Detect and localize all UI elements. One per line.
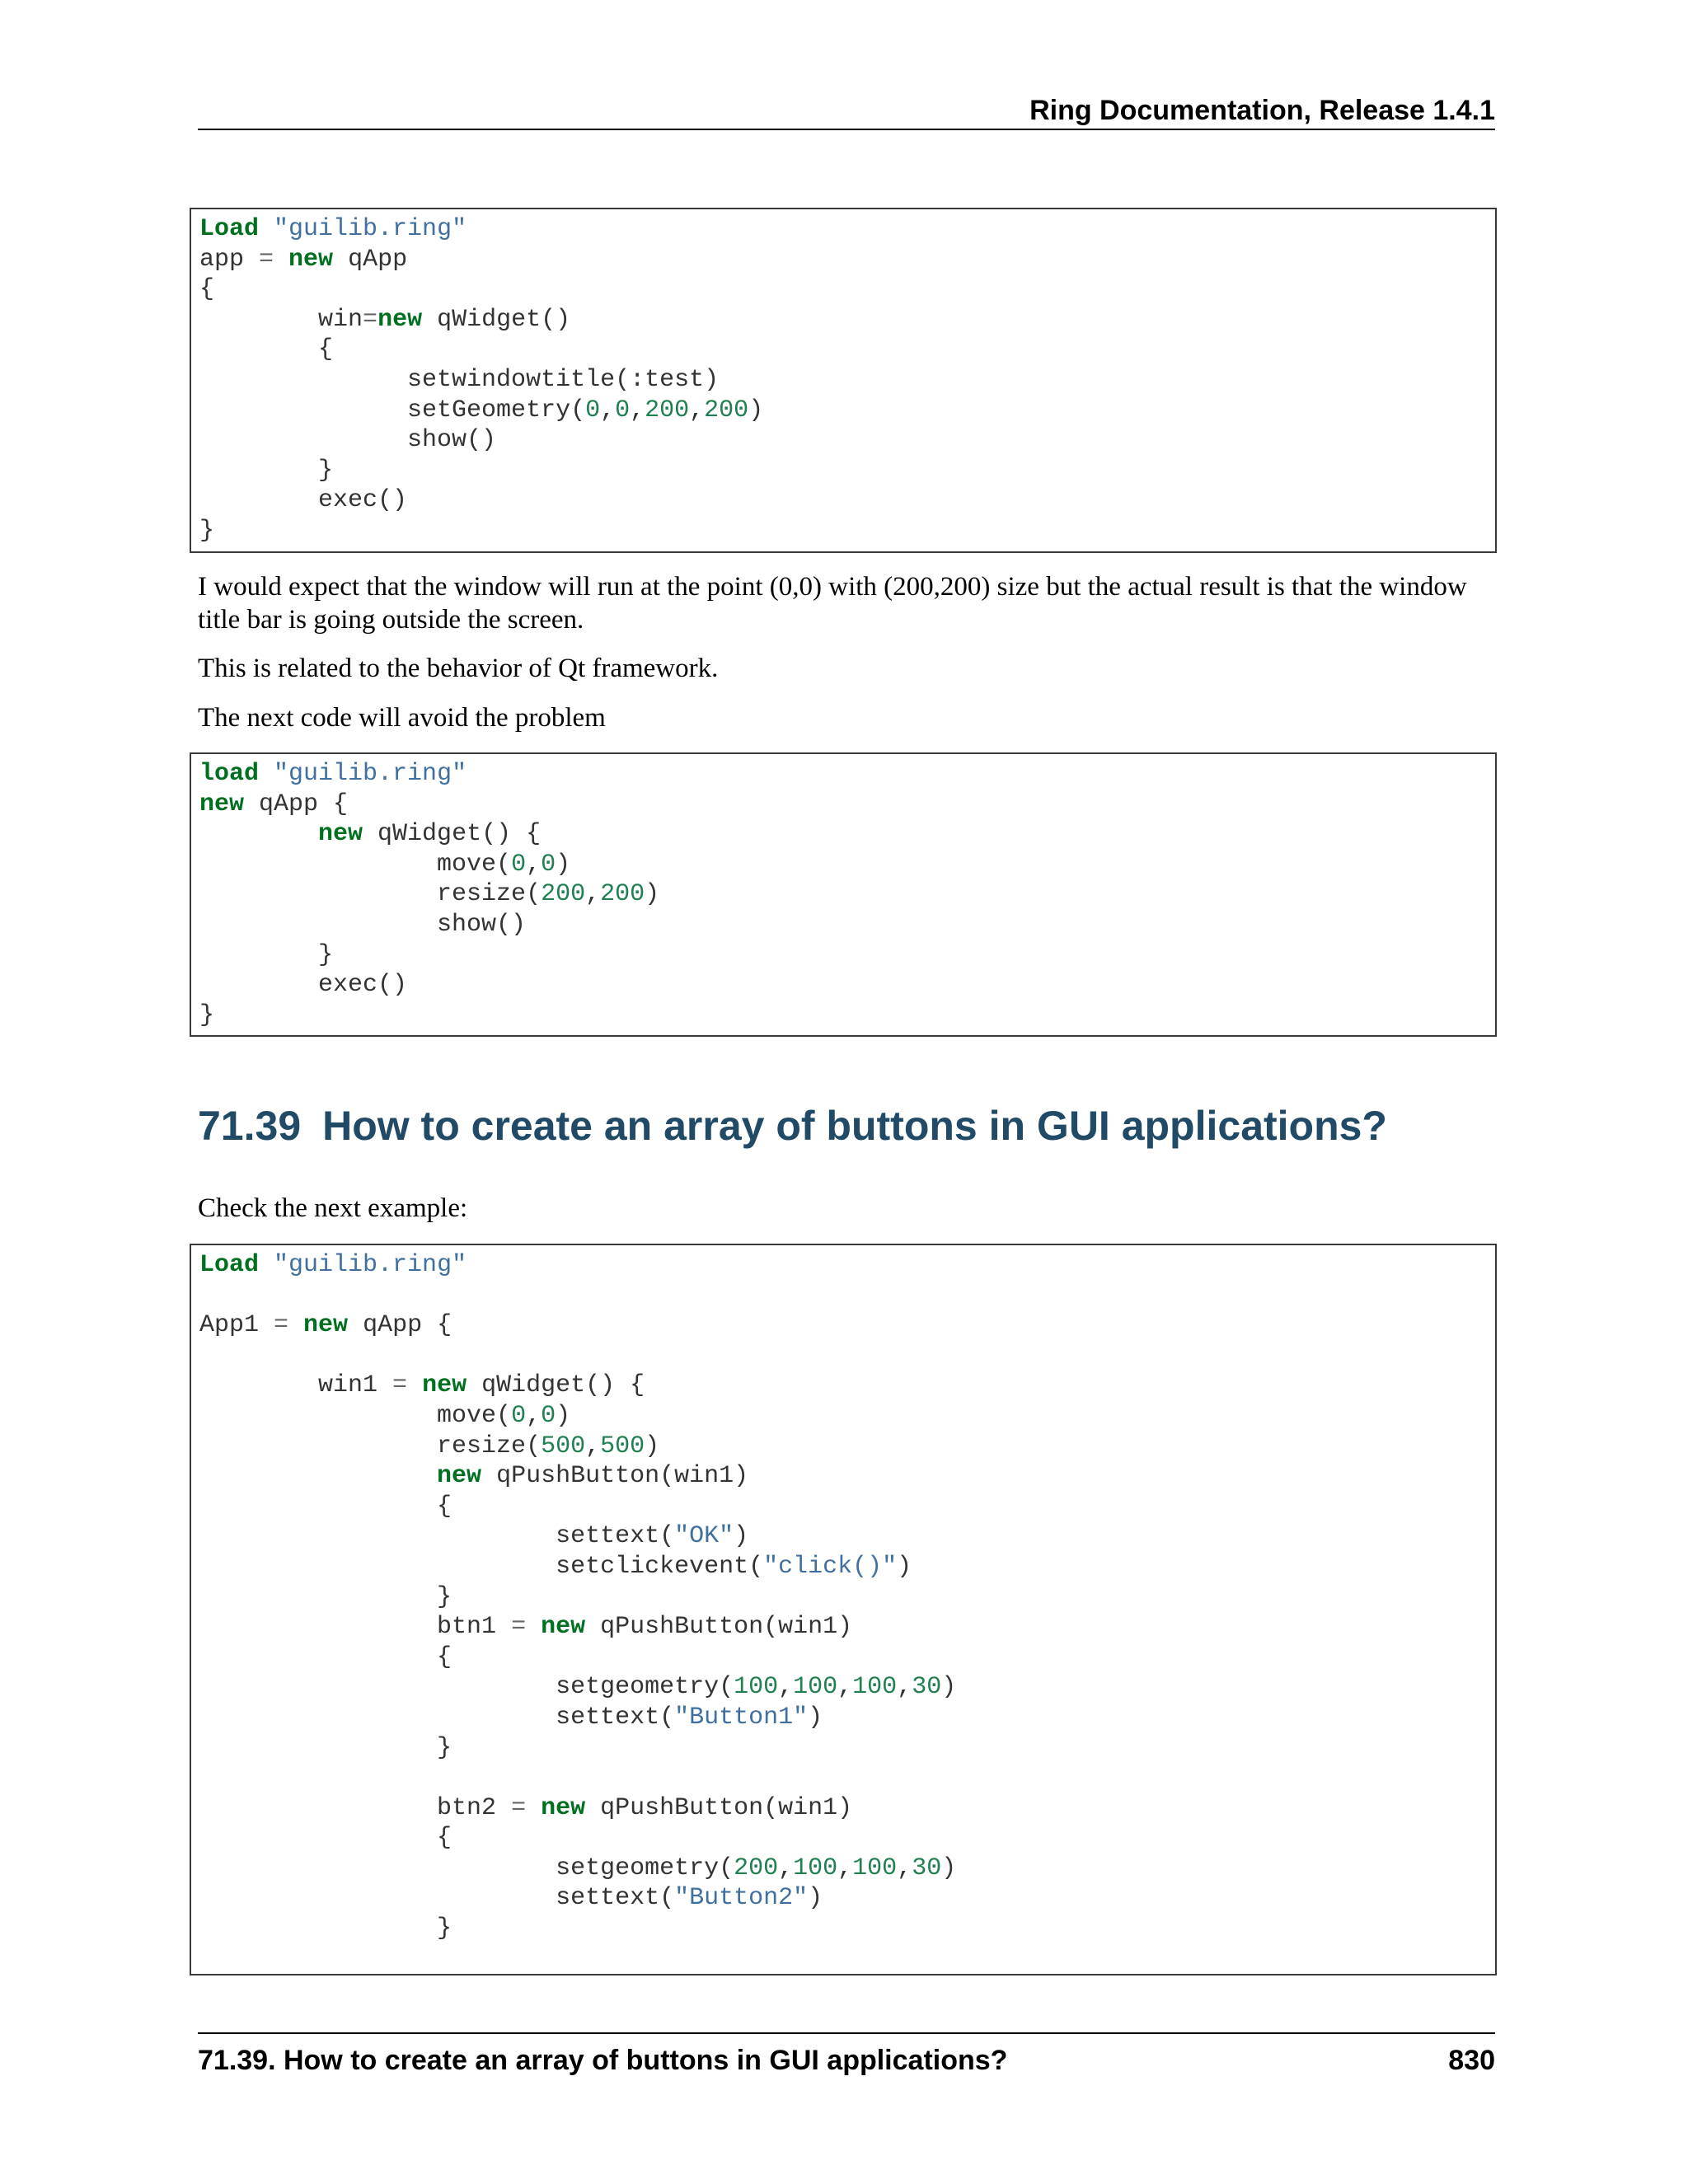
code-line bbox=[199, 1371, 1487, 1401]
code-token: 200 bbox=[704, 396, 749, 424]
code-token: win bbox=[199, 305, 363, 334]
code-token bbox=[199, 820, 318, 848]
code-token: ) bbox=[556, 1401, 571, 1430]
code-token: qApp { bbox=[348, 1311, 452, 1340]
code-token: = bbox=[511, 1613, 527, 1642]
code-token: btn2 bbox=[199, 1793, 512, 1822]
page-header bbox=[198, 92, 1495, 130]
code-token: App1 bbox=[199, 1311, 274, 1340]
code-token: ) bbox=[645, 1432, 660, 1460]
footer-page-number: 830 bbox=[1448, 2045, 1495, 2076]
code-token: 100 bbox=[852, 1673, 898, 1702]
code-line bbox=[199, 970, 1487, 1001]
code-token: "guilib.ring" bbox=[274, 760, 467, 788]
code-token: , bbox=[837, 1854, 853, 1882]
code-token: settext( bbox=[199, 1522, 675, 1551]
code-token: "Button2" bbox=[674, 1884, 809, 1913]
code-token: , bbox=[778, 1673, 794, 1702]
code-line bbox=[199, 1310, 1487, 1341]
code-token: qPushButton(win1) bbox=[585, 1793, 853, 1822]
code-line bbox=[199, 1401, 1487, 1432]
code-token: 100 bbox=[793, 1854, 838, 1882]
code-token: , bbox=[526, 850, 542, 879]
code-line bbox=[199, 1521, 1487, 1552]
code-line bbox=[199, 879, 1487, 910]
code-token: ) bbox=[645, 880, 660, 909]
code-token bbox=[526, 1794, 541, 1822]
code-token: qApp { bbox=[244, 790, 349, 818]
code-token: move( bbox=[199, 1401, 512, 1430]
code-token: 0 bbox=[511, 850, 527, 879]
code-line bbox=[199, 940, 1487, 971]
code-token: ) bbox=[941, 1854, 957, 1882]
code-token: } bbox=[199, 456, 334, 485]
code-token: settext( bbox=[199, 1884, 675, 1913]
code-token: 0 bbox=[615, 396, 631, 424]
code-line bbox=[199, 1552, 1487, 1582]
code-line bbox=[199, 1341, 1487, 1371]
code-token: Load bbox=[199, 1251, 260, 1279]
code-token: "Button1" bbox=[674, 1703, 809, 1732]
code-token: 100 bbox=[734, 1673, 779, 1702]
code-line bbox=[199, 485, 1487, 516]
code-token bbox=[288, 1311, 303, 1339]
code-line bbox=[199, 1461, 1487, 1492]
code-line bbox=[199, 1854, 1487, 1884]
code-token: 100 bbox=[852, 1854, 898, 1882]
code-token: 200 bbox=[645, 396, 690, 424]
code-token: setgeometry( bbox=[199, 1673, 734, 1702]
code-token: app bbox=[199, 245, 260, 274]
code-block-3 bbox=[190, 1244, 1497, 1975]
code-line bbox=[199, 759, 1487, 790]
code-token: { bbox=[199, 275, 215, 304]
code-line bbox=[199, 274, 1487, 305]
code-token bbox=[259, 1251, 274, 1279]
code-token: "guilib.ring" bbox=[274, 1251, 467, 1279]
code-token: } bbox=[199, 940, 334, 969]
code-token: 0 bbox=[585, 396, 601, 424]
code-token bbox=[407, 1371, 422, 1399]
code-token: new bbox=[422, 1371, 467, 1400]
code-token: new bbox=[541, 1613, 586, 1642]
code-token: exec() bbox=[199, 486, 408, 515]
code-token: , bbox=[897, 1673, 912, 1702]
code-token: qWidget() { bbox=[467, 1371, 645, 1400]
code-token: { bbox=[199, 1492, 452, 1521]
code-token: setwindowtitle(:test) bbox=[199, 365, 720, 394]
code-line bbox=[199, 1612, 1487, 1643]
code-token: qWidget() { bbox=[363, 820, 542, 849]
code-token: } bbox=[199, 1582, 452, 1611]
code-token: settext( bbox=[199, 1703, 675, 1732]
code-token: qWidget() bbox=[422, 305, 571, 334]
code-line bbox=[199, 1281, 1487, 1311]
code-line bbox=[199, 425, 1487, 456]
code-line bbox=[199, 396, 1487, 426]
code-line bbox=[199, 1492, 1487, 1522]
code-token: = bbox=[274, 1311, 289, 1340]
code-token: ) bbox=[941, 1673, 957, 1702]
code-line bbox=[199, 1582, 1487, 1613]
code-token: qPushButton(win1) bbox=[585, 1613, 853, 1642]
code-token: = bbox=[259, 245, 274, 274]
code-token: { bbox=[199, 335, 334, 364]
code-line bbox=[199, 1643, 1487, 1673]
code-token: new bbox=[437, 1462, 482, 1491]
code-token: } bbox=[199, 1733, 452, 1762]
code-token: resize( bbox=[199, 880, 542, 909]
code-token: setgeometry( bbox=[199, 1854, 734, 1882]
code-line bbox=[199, 910, 1487, 940]
code-token: ) bbox=[556, 850, 571, 879]
header-title: Ring Documentation, Release 1.4.1 bbox=[1029, 95, 1495, 126]
code-token: , bbox=[897, 1854, 912, 1882]
paragraph-check-example: Check the next example: bbox=[198, 1193, 468, 1223]
code-token: show() bbox=[199, 910, 527, 939]
code-line bbox=[199, 1703, 1487, 1733]
code-token: "click()" bbox=[763, 1552, 898, 1581]
code-line bbox=[199, 819, 1487, 850]
code-line bbox=[199, 1250, 1487, 1281]
code-token: load bbox=[199, 760, 260, 788]
code-token: new bbox=[288, 245, 334, 274]
code-line bbox=[199, 305, 1487, 335]
code-token: ) bbox=[808, 1884, 823, 1913]
paragraph-qt-behavior: This is related to the behavior of Qt framework. bbox=[198, 654, 719, 683]
code-token: ) bbox=[734, 1522, 749, 1551]
code-token: 100 bbox=[793, 1673, 838, 1702]
code-token: = bbox=[511, 1793, 527, 1822]
code-token: 200 bbox=[600, 880, 645, 909]
code-token: new bbox=[541, 1793, 586, 1822]
code-token: , bbox=[778, 1854, 794, 1882]
code-token: 30 bbox=[912, 1673, 942, 1702]
code-token: new bbox=[199, 790, 245, 818]
code-token bbox=[259, 215, 274, 243]
code-token: ) bbox=[808, 1703, 823, 1732]
code-token: move( bbox=[199, 850, 512, 879]
footer-section-ref: 71.39. How to create an array of buttons in GUI applications? bbox=[198, 2045, 1008, 2076]
code-token: ) bbox=[748, 396, 764, 424]
code-line bbox=[199, 456, 1487, 486]
code-line bbox=[199, 1763, 1487, 1793]
code-token: btn1 bbox=[199, 1613, 512, 1642]
code-token: { bbox=[199, 1824, 452, 1853]
section-title: How to create an array of buttons in GUI applications? bbox=[322, 1103, 1387, 1149]
code-token: } bbox=[199, 516, 215, 545]
code-token: , bbox=[585, 1432, 601, 1460]
code-token: Load bbox=[199, 215, 260, 243]
code-token: new bbox=[377, 305, 423, 334]
code-token: "OK" bbox=[674, 1522, 734, 1551]
code-line bbox=[199, 1672, 1487, 1703]
code-token: 0 bbox=[511, 1401, 527, 1430]
code-token bbox=[274, 246, 288, 274]
code-token: 30 bbox=[912, 1854, 942, 1882]
code-token: , bbox=[585, 880, 601, 909]
code-token: 500 bbox=[600, 1432, 645, 1460]
paragraph-expectation: I would expect that the window will run at the point (0,0) with (200,200) size but the actual result is that the window title bar is going outside the screen. bbox=[198, 572, 1467, 635]
code-line bbox=[199, 516, 1487, 546]
code-line bbox=[199, 1001, 1487, 1031]
code-token: 500 bbox=[541, 1432, 586, 1460]
section-number: 71.39 bbox=[198, 1103, 302, 1149]
code-token: 0 bbox=[541, 1401, 556, 1430]
code-token: exec() bbox=[199, 971, 408, 1000]
code-token: ) bbox=[897, 1552, 912, 1581]
code-line bbox=[199, 365, 1487, 396]
code-token: { bbox=[199, 1643, 452, 1671]
code-token: = bbox=[363, 305, 378, 334]
code-token: } bbox=[199, 1001, 215, 1029]
code-token bbox=[526, 1613, 541, 1641]
code-line bbox=[199, 1883, 1487, 1914]
code-line bbox=[199, 335, 1487, 365]
code-token: = bbox=[392, 1371, 408, 1400]
code-token: , bbox=[600, 396, 616, 424]
code-token: 200 bbox=[541, 880, 586, 909]
section-heading bbox=[198, 1099, 1387, 1152]
code-token: qPushButton(win1) bbox=[481, 1462, 749, 1491]
code-token: show() bbox=[199, 426, 497, 455]
code-token: , bbox=[689, 396, 705, 424]
page-footer bbox=[198, 2032, 1495, 2079]
code-token: , bbox=[526, 1401, 542, 1430]
code-token: , bbox=[630, 396, 645, 424]
code-token: win1 bbox=[199, 1371, 393, 1400]
code-token bbox=[259, 760, 274, 788]
code-token: new bbox=[303, 1311, 349, 1340]
code-token: setclickevent( bbox=[199, 1552, 764, 1581]
code-token: , bbox=[837, 1673, 853, 1702]
code-block-1 bbox=[190, 208, 1497, 553]
code-token: } bbox=[199, 1915, 452, 1943]
code-line bbox=[199, 214, 1487, 245]
code-line bbox=[199, 1733, 1487, 1764]
code-token: resize( bbox=[199, 1432, 542, 1460]
code-line bbox=[199, 1914, 1487, 1944]
code-token: 200 bbox=[734, 1854, 779, 1882]
code-line bbox=[199, 790, 1487, 820]
code-token: "guilib.ring" bbox=[274, 215, 467, 243]
code-token: qApp bbox=[333, 245, 408, 274]
code-token bbox=[199, 1462, 437, 1490]
code-token: setGeometry( bbox=[199, 396, 586, 424]
code-token: 0 bbox=[541, 850, 556, 879]
paragraph-avoid-problem: The next code will avoid the problem bbox=[198, 703, 606, 733]
code-line bbox=[199, 245, 1487, 275]
code-line bbox=[199, 1793, 1487, 1824]
code-line bbox=[199, 850, 1487, 880]
code-block-2 bbox=[190, 752, 1497, 1037]
code-line bbox=[199, 1432, 1487, 1462]
code-token: new bbox=[318, 820, 363, 849]
code-line bbox=[199, 1823, 1487, 1854]
